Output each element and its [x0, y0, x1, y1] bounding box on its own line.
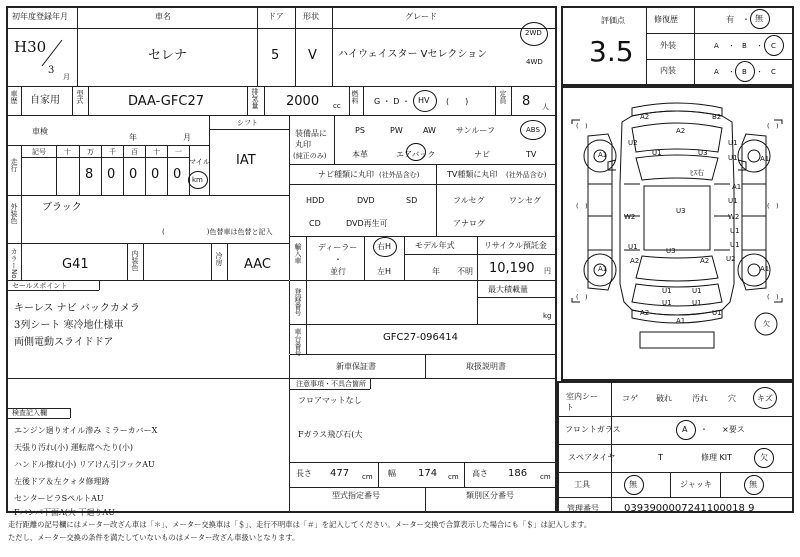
- equip-airbag: エアバック: [396, 150, 436, 159]
- mile-label: マイル: [189, 158, 210, 166]
- jack-label: ジャッキ: [680, 480, 712, 489]
- import-right-h: 右H: [377, 242, 392, 251]
- equip-navi: ナビ: [474, 150, 490, 159]
- digit-header-3: 百: [131, 148, 138, 156]
- windshield-value: A: [682, 425, 688, 434]
- interior-b: B: [742, 68, 747, 76]
- interior-a: A: [714, 68, 719, 76]
- color-value: ブラック: [42, 202, 82, 213]
- mileage-record-label: 記号: [32, 148, 46, 156]
- svg-text:( ): ( ): [767, 202, 779, 210]
- equipment-sub: (純正のみ): [293, 152, 327, 160]
- dmg-12: U3: [676, 207, 686, 215]
- equip-leather: 本革: [352, 150, 368, 159]
- model-label: 型式: [76, 90, 84, 104]
- width-label: 幅: [388, 469, 396, 478]
- dmg-31: U1: [712, 309, 722, 317]
- recycle-value: 10,190: [489, 261, 535, 276]
- dmg-2: A2: [676, 127, 686, 135]
- interior-c: C: [771, 68, 776, 76]
- car-name-label: 車名: [155, 12, 171, 21]
- dmg-14: U1: [728, 197, 738, 205]
- fuel-paren: ( ): [446, 97, 469, 106]
- exterior-sep2: ・: [756, 42, 763, 50]
- width-unit: cm: [448, 473, 459, 481]
- dmg-22: U2: [726, 255, 736, 263]
- footer-line-1: 走行距離の記号欄にはメーター改ざん車は「＊」、メーター交換車は「＄」、走行不明車は「＃」を記入してください。メーター交換で合算表示した場合にも「＄」は記入します。: [8, 520, 592, 529]
- sheet-kizu: キズ: [757, 394, 773, 403]
- notes-line-1: Fガラス飛び石(大: [298, 430, 363, 439]
- month-value: 3: [48, 65, 55, 76]
- dmg-15: A1: [732, 183, 742, 191]
- mileage-label: 走行: [10, 158, 18, 172]
- inspection-month-unit: 月: [183, 133, 191, 142]
- mileage-digit-0: 8: [85, 167, 94, 182]
- spare-lack: 欠: [760, 453, 768, 462]
- digit-header-0: 十: [64, 148, 71, 156]
- import-parallel: 並行: [330, 267, 346, 276]
- inspector-line-0: エンジン廻りオイル滲み ミラーカバーX: [14, 426, 158, 435]
- dmg-0: A2: [640, 113, 650, 121]
- dmg-26: U1: [692, 287, 702, 295]
- height-unit: cm: [540, 473, 551, 481]
- dmg-16: U1: [730, 227, 740, 235]
- aircon-label: 冷房: [215, 252, 223, 266]
- equipment-label: 装備品に丸印: [295, 129, 327, 149]
- spare-t: T: [658, 453, 663, 462]
- dmg-28: U1: [692, 299, 702, 307]
- windshield-label: フロントガラス: [565, 425, 621, 434]
- control-label: 管理番号: [567, 504, 599, 513]
- drive-4wd: 4WD: [526, 58, 543, 66]
- dmg-5: A1: [598, 151, 608, 159]
- dmg-30: A1: [676, 317, 686, 325]
- digit-header-2: 千: [109, 148, 116, 156]
- chassis-label: 車台番号: [294, 328, 302, 356]
- shift-label: シフト: [237, 119, 258, 127]
- model-year-unit: 年: [432, 267, 440, 276]
- grade-value: ハイウェイスター Vセレクション: [338, 49, 488, 60]
- dmg-23: A1: [760, 265, 770, 273]
- interior-sep2: ・: [756, 68, 763, 76]
- navi-sd: SD: [406, 196, 418, 205]
- inspector-line-3: 左後ドア＆左クォタ修理跡: [14, 477, 110, 486]
- control-value: 0393900007241100018 9: [624, 503, 755, 514]
- year-label: 初年度登録年月: [12, 12, 68, 21]
- score-value: 3.5: [589, 35, 634, 68]
- navi-dvd-play: DVD再生可: [346, 219, 388, 228]
- drive-2wd: 2WD: [525, 29, 542, 37]
- dmg-17: U1: [730, 241, 740, 249]
- inspector-line-1: 天張り汚れ(小) 運転席へたり(小): [14, 443, 134, 452]
- equip-abs: ABS: [526, 126, 540, 134]
- aircon-value: AAC: [244, 257, 271, 272]
- model-year-unknown: 不明: [457, 267, 473, 276]
- sheet-yogore: 汚れ: [692, 394, 708, 403]
- windshield-dot: ・: [700, 425, 708, 434]
- navi-hdd: HDD: [306, 196, 325, 205]
- height-label: 高さ: [472, 469, 488, 478]
- manual-label: 取扱説明書: [466, 362, 506, 371]
- exterior-b: B: [742, 42, 747, 50]
- equip-aw: AW: [423, 126, 436, 135]
- year-slash: [40, 38, 64, 68]
- tv-fullseg: フルセグ: [453, 196, 485, 205]
- color-no-value: G41: [62, 257, 89, 272]
- class-label: 類別区分番号: [466, 491, 514, 500]
- sales-points-label: セールスポイント: [12, 282, 68, 290]
- dmg-21: U3: [666, 247, 676, 255]
- exterior-c: C: [771, 42, 776, 50]
- cc-unit: cc: [333, 102, 341, 110]
- equip-ps: PS: [355, 126, 365, 135]
- chassis-value: GFC27-096414: [383, 332, 458, 343]
- inspector-line-2: ハンドル擦れ(小) リアけん引フックAU: [14, 460, 155, 469]
- dmg-25: U1: [662, 287, 672, 295]
- dmg-27: U1: [662, 299, 672, 307]
- dmg-20: A2: [630, 257, 640, 265]
- capacity-value: 8: [522, 94, 531, 109]
- car-name: セレナ: [148, 48, 188, 63]
- sales-line-2: 両側電動スライドドア: [14, 337, 114, 348]
- tv-label: TV種類に丸印: [447, 170, 498, 179]
- sheet-yabure: 破れ: [656, 394, 672, 403]
- capacity-label: 定員: [499, 90, 507, 104]
- svg-text:( ): ( ): [767, 122, 779, 130]
- color-no-label: カラーNo.: [10, 248, 18, 281]
- inspector-label: 検査記入欄: [12, 409, 47, 417]
- import-dot: ・: [334, 255, 342, 264]
- fuel-options: G ・ D ・: [374, 97, 410, 106]
- svg-text:( ): ( ): [576, 202, 588, 210]
- length-label: 長さ: [296, 469, 312, 478]
- color-label: 外装色: [10, 203, 18, 224]
- length-value: 477: [330, 468, 350, 479]
- import-left-h: 左H: [377, 267, 392, 276]
- era-year: H30: [14, 38, 47, 56]
- dmg-7: U3: [698, 149, 708, 157]
- door-label: ドア: [268, 12, 284, 21]
- dmg-19: A1: [598, 265, 608, 273]
- equip-sunroof: サンルーフ: [456, 126, 495, 135]
- svg-text:( ): ( ): [767, 293, 779, 301]
- use-label: 車歴: [10, 90, 18, 104]
- mileage-digit-3: 0: [151, 167, 160, 182]
- max-load-label: 最大積載量: [488, 285, 528, 294]
- tv-oneseg: ワンセグ: [509, 196, 541, 205]
- interior-sheet-label: 室内シート: [566, 392, 598, 412]
- grade-label: グレード: [405, 12, 437, 21]
- dmg-13: W2: [728, 213, 740, 221]
- tools-label: 工具: [574, 480, 590, 489]
- dmg-24: A2: [700, 257, 710, 265]
- navi-label: ナビ種類に丸印: [318, 170, 374, 179]
- shape-value: V: [308, 48, 317, 63]
- inspection-year-unit: 年: [129, 133, 137, 142]
- dmg-8: U1: [728, 154, 738, 162]
- registration-label: 登録番号: [294, 288, 302, 316]
- model-value: DAA-GFC27: [128, 94, 204, 109]
- mileage-digit-2: 0: [129, 167, 138, 182]
- navi-sub: (社外品含む): [379, 171, 420, 179]
- exterior-label: 外装: [660, 41, 676, 50]
- displacement-value: 2000: [286, 94, 320, 109]
- fuel-label: 燃料: [351, 90, 359, 104]
- dmg-10: ﾋｽ右: [690, 169, 704, 177]
- dmg-11: W2: [624, 213, 636, 221]
- jack-value: 無: [749, 480, 757, 489]
- capacity-unit: 人: [542, 103, 549, 111]
- shift-value: IAT: [236, 153, 256, 168]
- color-note: ( )色替車は色替と記入: [162, 228, 273, 236]
- use-value: 自家用: [30, 95, 60, 106]
- shape-label: 形状: [303, 12, 319, 21]
- repair-no: 無: [755, 14, 763, 23]
- interior-sep1: ・: [728, 68, 735, 76]
- import-dealer: ディーラー: [318, 243, 358, 252]
- svg-text:( ): ( ): [576, 122, 588, 130]
- inspection-label: 車検: [32, 127, 48, 136]
- dmg-9: A1: [760, 155, 770, 163]
- navi-dvd: DVD: [357, 196, 375, 205]
- inspector-line-4: センターピラSペルトAU: [14, 494, 104, 503]
- import-label: 輸入車: [294, 243, 302, 264]
- model-year-label: モデル年式: [415, 241, 455, 250]
- equip-tv: TV: [526, 150, 537, 159]
- score-label: 評価点: [601, 16, 625, 25]
- recycle-unit: 円: [544, 267, 551, 275]
- exterior-sep1: ・: [728, 42, 735, 50]
- width-value: 174: [418, 468, 438, 479]
- inspector-line-5: Fバンパ下面A(大 下廻りAU: [14, 508, 115, 517]
- equip-airbag-circle: [406, 143, 426, 161]
- recycle-label: リサイクル預託金: [484, 241, 547, 250]
- dmg-18: U1: [628, 243, 638, 251]
- sales-line-1: 3列シート 寒冷地仕様車: [14, 320, 124, 331]
- mileage-digit-4: 0: [173, 167, 182, 182]
- spare-label: スペアタイヤ: [568, 453, 616, 462]
- digit-header-4: 十: [153, 148, 160, 156]
- footer-line-2: ただし、メーター交換の条件を満たしていないものはメーター改ざん車扱いとなります。: [8, 533, 300, 542]
- sheet-ana: 穴: [728, 394, 736, 403]
- sales-line-0: キーレス ナビ バックカメラ: [14, 303, 140, 314]
- interior-color-label: 内装色: [131, 250, 139, 271]
- interior-grade-label: 内装: [660, 66, 676, 75]
- max-load-unit: kg: [543, 312, 552, 320]
- dmg-4: U1: [728, 139, 738, 147]
- exterior-a: A: [714, 42, 719, 50]
- month-unit: 月: [63, 73, 70, 81]
- sheet-koge: コゲ: [622, 394, 638, 403]
- notes-label: 注意事項・不具合箇所: [296, 380, 366, 388]
- tv-sub: (社外品含む): [506, 171, 547, 179]
- door-count: 5: [271, 48, 280, 63]
- warranty-label: 新車保証書: [336, 362, 376, 371]
- windshield-swap: ×要ス: [722, 425, 745, 434]
- height-value: 186: [508, 468, 528, 479]
- navi-cd: CD: [309, 219, 321, 228]
- notes-line-0: フロアマットなし: [298, 396, 362, 405]
- tools-value: 無: [629, 480, 637, 489]
- displacement-label: 排気量: [251, 88, 259, 109]
- type-designation-label: 型式指定番号: [332, 491, 380, 500]
- dmg-3: U2: [628, 139, 638, 147]
- repair-dot: ・: [742, 15, 750, 24]
- repair-label: 修復歴: [654, 15, 678, 24]
- tv-analog: アナログ: [453, 219, 485, 228]
- repair-yes: 有: [726, 15, 734, 24]
- main-form-frame: [6, 6, 557, 513]
- dmg-32: 欠: [763, 320, 770, 328]
- length-unit: cm: [362, 473, 373, 481]
- digit-header-1: 万: [87, 148, 94, 156]
- dmg-29: A2: [640, 309, 650, 317]
- spare-kit: 修理 KIT: [701, 453, 733, 462]
- fuel-hv: HV: [418, 96, 430, 105]
- dmg-6: U1: [652, 149, 662, 157]
- digit-header-5: 一: [175, 148, 182, 156]
- equip-pw: PW: [390, 126, 403, 135]
- dmg-1: B2: [712, 113, 722, 121]
- mileage-unit: km: [192, 176, 203, 184]
- mileage-digit-1: 0: [107, 167, 116, 182]
- svg-text:( ): ( ): [576, 293, 588, 301]
